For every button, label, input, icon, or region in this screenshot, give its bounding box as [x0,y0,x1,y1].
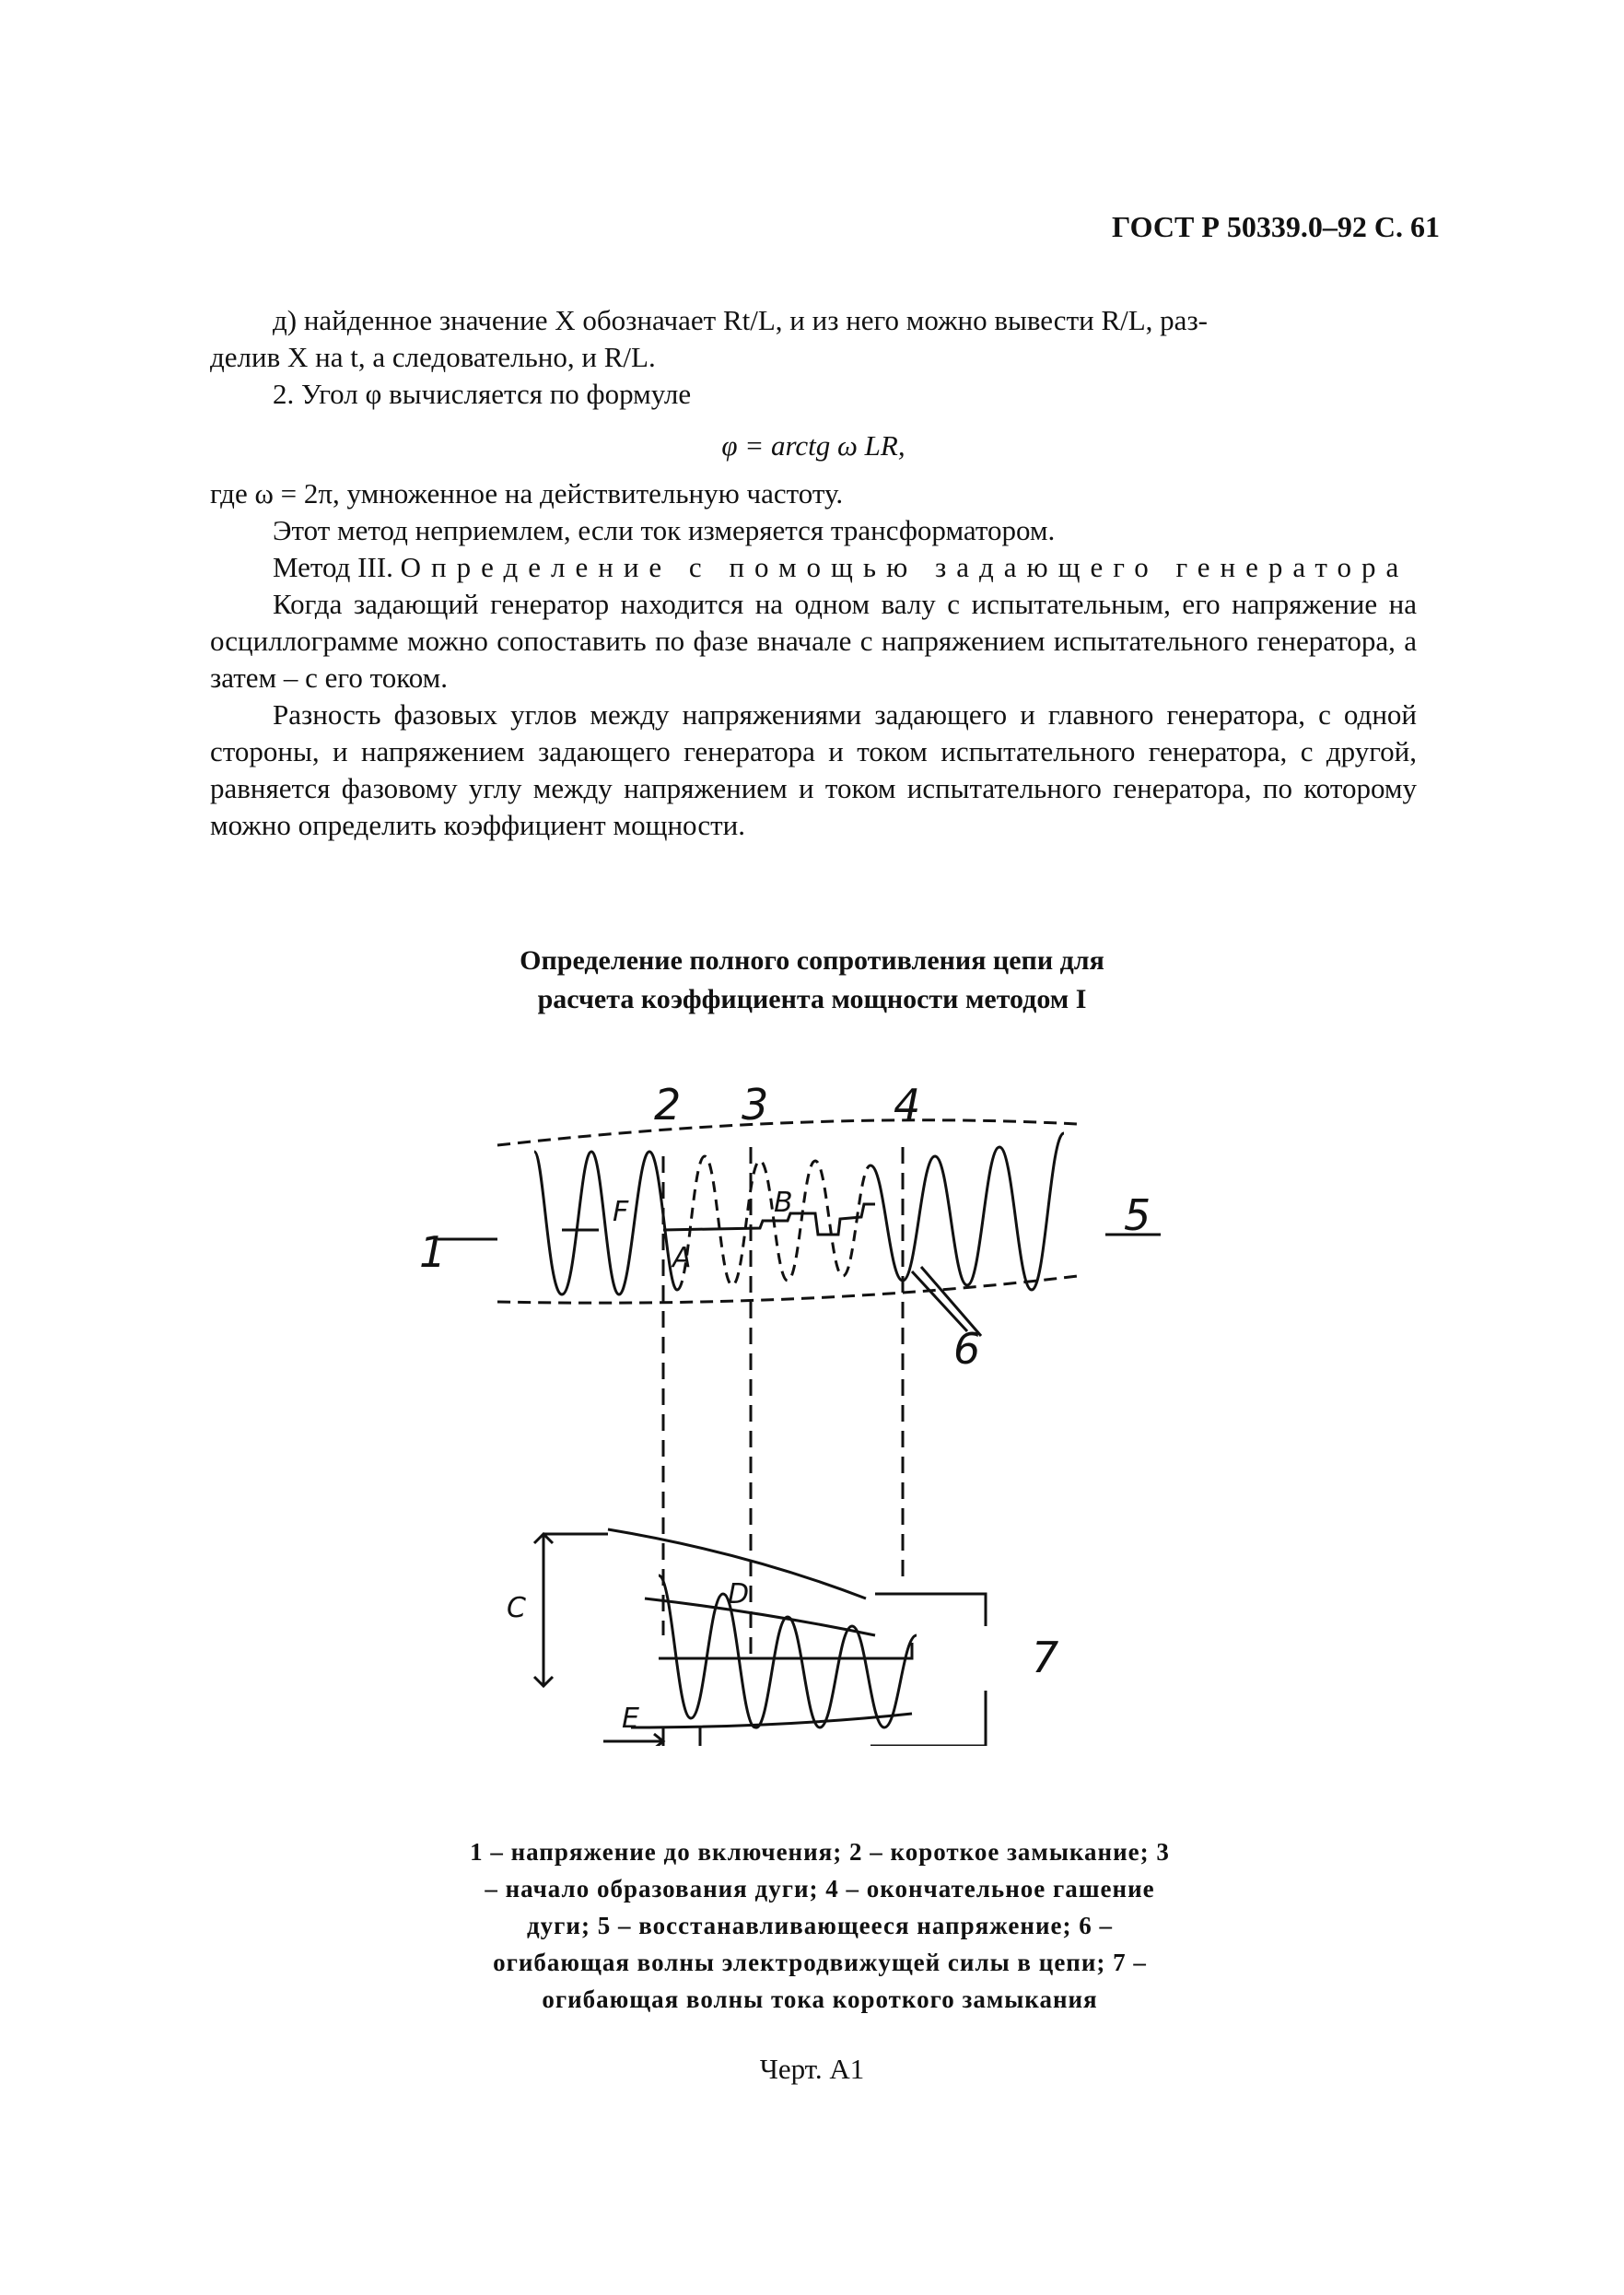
current-envelope-bottom [631,1714,912,1727]
paragraph-method-note: Этот метод неприемлем, если ток измеряется трансформатором. [273,514,1056,546]
voltage-wave-right [870,1133,1064,1290]
label-d: D [728,1578,750,1610]
label-6: 6 [953,1324,981,1374]
label-3: 3 [742,1083,769,1130]
label-b: B [774,1187,793,1219]
method-title: Определение с помощью задающего генератора [400,551,1409,583]
lower-envelope [497,1276,1078,1303]
label-f: F [613,1196,629,1228]
label-a: A [672,1242,692,1274]
upper-envelope [497,1120,1078,1145]
paragraph-phase: Разность фазовых углов между напряжениями задающего и главного генератора, с одной стороны, и напряжением задающего генератора и током испытательного генератора, с другой, равняется фазовому углу между напряжением и током испытательного генератора, по которому можно определить коэффициент мощности. [210,698,1417,841]
method-prefix: Метод III. [273,551,393,583]
body-text [210,302,1417,844]
paragraph-generator: Когда задающий генератор находится на одном валу с испытательным, его напряжение на осциллограмме можно сопоставить по фазе вначале с напряжением испытательного генератора, а затем – с его током. [210,588,1417,694]
label-7: 7 [1032,1633,1059,1682]
paragraph-d-line1: д) найденное значение X обозначает Rt/L, и из него можно вывести R/L, раз- [273,304,1209,336]
paragraph-d-line2: делив X на t, а следовательно, и R/L. [210,341,656,373]
voltage-wave-dashed [677,1156,870,1290]
e-arrow [603,1734,663,1746]
figure-number: Черт. А1 [759,2053,865,2085]
figure-title-line1: Определение полного сопротивления цепи для [520,945,1104,976]
paragraph-2: 2. Угол φ вычисляется по формуле [273,378,692,410]
label-1: 1 [419,1227,447,1277]
arc-voltage-line [663,1204,875,1235]
bracket-7 [870,1594,986,1746]
current-baseline [659,1643,912,1658]
label-4: 4 [894,1083,921,1130]
current-envelope-mid [645,1598,875,1635]
label-c: C [507,1592,526,1624]
oscillogram-diagram [396,1083,1225,1746]
label-2: 2 [654,1083,682,1130]
e-ticks [663,1727,700,1746]
label-e: E [622,1703,639,1735]
figure-title-line2: расчета коэффициента мощности методом I [537,984,1087,1014]
c-arrow [534,1534,553,1686]
label-5: 5 [1124,1190,1151,1240]
method-heading [210,549,1417,586]
current-wave [659,1575,917,1727]
figure-caption: 1 – напряжение до включения; 2 – короткое замыкание; 3 – начало образования дуги; 4 – окончательное гашение дуги; 5 – восстанавливающееся напряжение; 6 – огибающая волны электродвижущей силы в цепи; 7 – огибающая волны тока короткого замыкания [470,1838,1170,2013]
formula: φ = arctg ω LR, [721,429,905,462]
voltage-wave-left [534,1152,677,1294]
page-header: ГОСТ Р 50339.0–92 С. 61 [1112,210,1440,243]
figure-title [0,942,1624,1019]
paragraph-where: где ω = 2π, умноженное на действительную частоту. [210,477,844,509]
